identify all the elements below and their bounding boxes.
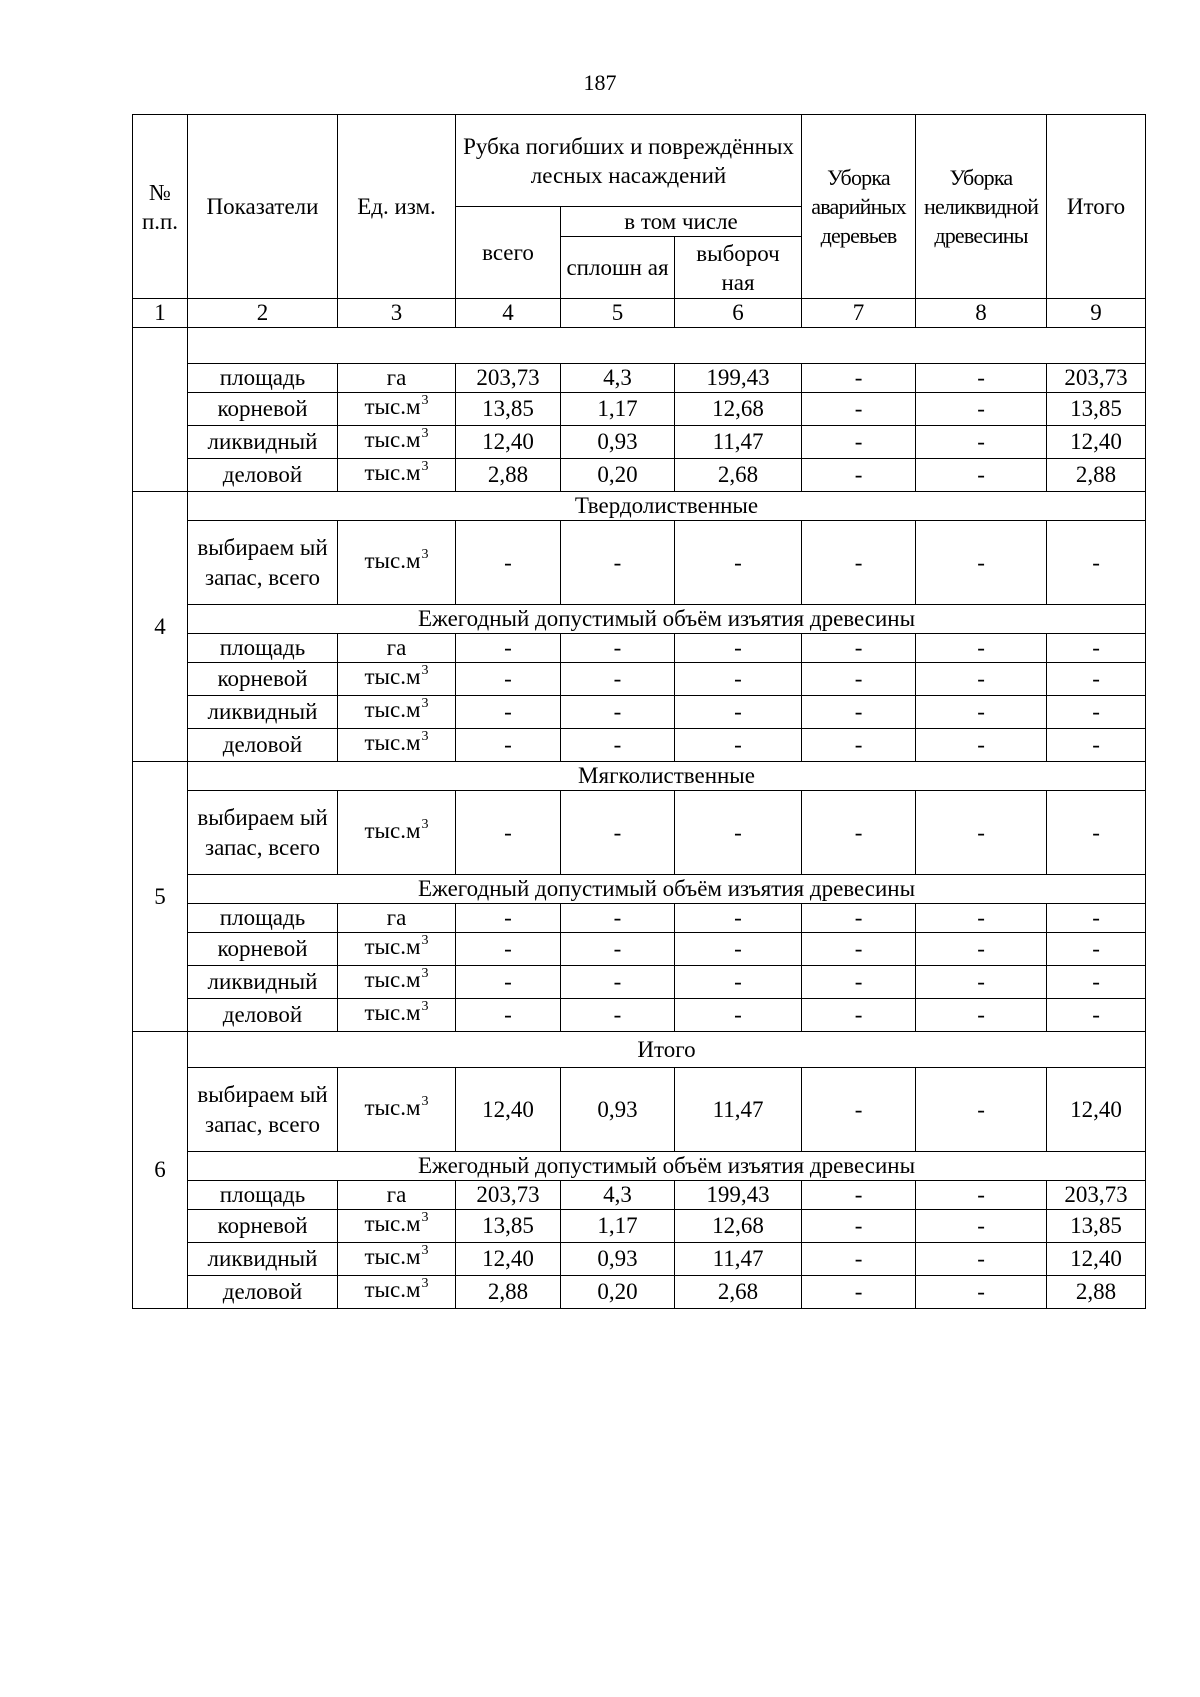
table-row [133,663,1146,696]
table-cell: 199,43 [675,1181,802,1210]
row-unit [338,663,456,696]
table-cell: 0,20 [561,1276,675,1309]
section-title: Мягколиственные [188,762,1146,791]
row-label: ликвидный [188,696,338,729]
table-cell: - [802,999,916,1032]
table-cell: - [1047,634,1146,663]
row-label: площадь [188,364,338,393]
row-unit [338,696,456,729]
table-cell: - [916,663,1047,696]
table-cell: - [675,634,802,663]
table-cell: - [802,696,916,729]
table-cell: 11,47 [675,1243,802,1276]
col-number: 7 [802,299,916,328]
table-cell: 0,93 [561,426,675,459]
table-cell: - [916,426,1047,459]
table-cell: 199,43 [675,364,802,393]
table-cell: 12,40 [456,1243,561,1276]
unit-superscript: 3 [421,1276,429,1291]
table-row [133,1210,1146,1243]
row-label: выбираем ый запас, всего [188,1068,338,1152]
row-label: выбираем ый запас, всего [188,791,338,875]
annual-volume-title: Ежегодный допустимый объём изъятия древесины [188,1152,1146,1181]
table-cell: - [802,1210,916,1243]
table-cell: - [456,966,561,999]
unit-text: тыс.м [364,664,421,689]
table-cell: - [916,459,1047,492]
row-unit: га [338,634,456,663]
table-cell: - [561,933,675,966]
unit-text: тыс.м [364,817,421,843]
unit-superscript: 3 [421,966,429,981]
page-number: 187 [583,70,617,95]
section-title: Твердолиственные [188,492,1146,521]
table-cell: - [675,729,802,762]
table-cell: - [561,966,675,999]
unit-text: тыс.м [364,967,421,992]
row-unit [338,521,456,605]
row-label: ликвидный [188,966,338,999]
table-cell: - [916,1210,1047,1243]
table-cell: - [802,1068,916,1152]
row-unit [338,999,456,1032]
row-unit [338,966,456,999]
table-cell: - [675,663,802,696]
table-cell: - [561,904,675,933]
table-cell: 203,73 [1047,1181,1146,1210]
table-cell: - [456,521,561,605]
unit-superscript: 3 [421,1243,429,1258]
table-cell: - [802,663,916,696]
row-unit [338,791,456,875]
table-cell: - [916,1276,1047,1309]
row-unit: га [338,364,456,393]
row-label: корневой [188,393,338,426]
row-unit [338,1068,456,1152]
unit-text: тыс.м [364,1277,421,1302]
row-label: площадь [188,1181,338,1210]
row-label: деловой [188,459,338,492]
row-label: площадь [188,904,338,933]
table-cell: - [561,791,675,875]
unit-superscript: 3 [421,426,429,441]
table-cell: 2,88 [1047,1276,1146,1309]
row-label: корневой [188,1210,338,1243]
table-cell: - [456,663,561,696]
table-cell: - [1047,966,1146,999]
col-number: 5 [561,299,675,328]
header-illiquid: Уборка неликвидной древесины [916,115,1047,299]
row-unit [338,729,456,762]
table-cell: - [916,393,1047,426]
unit-text: тыс.м [364,1094,421,1120]
unit-superscript: 3 [421,933,429,948]
unit-text: тыс.м [364,394,421,419]
table-cell: - [916,729,1047,762]
table-cell: - [456,696,561,729]
header-emergency: Уборка аварийных деревьев [802,115,916,299]
table-cell: - [916,1181,1047,1210]
table-row [133,933,1146,966]
table-cell: - [675,933,802,966]
unit-text: тыс.м [364,547,421,573]
header-including: в том числе [561,207,802,237]
table-cell: - [456,729,561,762]
header-group: Рубка погибших и повреждённых лесных насаждений [456,115,802,207]
table-cell: - [456,933,561,966]
table-cell: 203,73 [1047,364,1146,393]
table-row [133,521,1146,605]
unit-text: тыс.м [364,1000,421,1025]
table-cell: 12,40 [1047,426,1146,459]
table-cell: 12,40 [1047,1068,1146,1152]
row-label: ликвидный [188,1243,338,1276]
table-cell: - [802,966,916,999]
row-unit [338,393,456,426]
table-row [133,1243,1146,1276]
unit-superscript: 3 [421,459,429,474]
table-cell: 4,3 [561,364,675,393]
header-total-cut: всего [456,207,561,299]
col-number: 4 [456,299,561,328]
table-cell: 0,93 [561,1243,675,1276]
table-row [133,393,1146,426]
table-cell: 12,40 [456,426,561,459]
table-cell: - [1047,933,1146,966]
table-cell: - [916,1068,1047,1152]
row-unit [338,426,456,459]
table-cell: - [802,459,916,492]
table-row [133,1181,1146,1210]
table-cell: - [802,364,916,393]
unit-superscript: 3 [421,816,429,832]
table-cell: - [1047,521,1146,605]
table-cell: 2,68 [675,459,802,492]
row-number: 5 [133,762,188,1032]
row-number: 4 [133,492,188,762]
table-row [133,729,1146,762]
table-row [133,364,1146,393]
row-label: деловой [188,1276,338,1309]
row-unit [338,459,456,492]
table-cell: - [916,933,1047,966]
table-row [133,426,1146,459]
table-cell: - [802,1243,916,1276]
col-number: 3 [338,299,456,328]
table-cell: - [675,966,802,999]
unit-superscript: 3 [421,729,429,744]
table-cell: - [561,663,675,696]
row-number [133,328,188,492]
table-cell: - [916,521,1047,605]
row-unit [338,1243,456,1276]
table-cell: - [1047,696,1146,729]
unit-text: тыс.м [364,1211,421,1236]
table-cell: - [802,521,916,605]
table-cell: - [802,904,916,933]
unit-text: тыс.м [364,697,421,722]
header-indicator: Показатели [188,115,338,299]
table-cell: 13,85 [1047,1210,1146,1243]
row-unit [338,933,456,966]
table-cell: 11,47 [675,426,802,459]
table-cell: - [802,791,916,875]
row-label: площадь [188,634,338,663]
annual-volume-title: Ежегодный допустимый объём изъятия древесины [188,875,1146,904]
col-number: 1 [133,299,188,328]
table-cell: - [456,791,561,875]
table-cell: - [561,999,675,1032]
table-cell: - [916,791,1047,875]
header-unit: Ед. изм. [338,115,456,299]
table-cell: - [1047,663,1146,696]
table-row [133,696,1146,729]
unit-text: тыс.м [364,460,421,485]
table-cell: - [675,999,802,1032]
row-unit [338,1276,456,1309]
row-label: корневой [188,933,338,966]
table-cell: - [916,966,1047,999]
unit-superscript: 3 [421,999,429,1014]
row-unit [338,1210,456,1243]
table-row [133,966,1146,999]
table-cell: - [456,634,561,663]
table-cell: 203,73 [456,1181,561,1210]
row-label: деловой [188,999,338,1032]
table-cell: - [802,1276,916,1309]
unit-superscript: 3 [421,393,429,408]
table-cell: 12,40 [456,1068,561,1152]
table-cell: - [561,521,675,605]
forest-harvest-table [132,114,1146,1309]
table-row [133,1068,1146,1152]
table-cell: 12,40 [1047,1243,1146,1276]
col-number: 9 [1047,299,1146,328]
table-row [133,1276,1146,1309]
table-cell: - [561,729,675,762]
row-unit: га [338,904,456,933]
table-cell: 0,20 [561,459,675,492]
table-cell: - [456,904,561,933]
header-num: № п.п. [133,115,188,299]
table-cell: - [802,1181,916,1210]
table-cell: - [1047,791,1146,875]
table-cell: 1,17 [561,393,675,426]
unit-superscript: 3 [421,663,429,678]
header-result: Итого [1047,115,1146,299]
table-cell: - [675,791,802,875]
table-cell: 11,47 [675,1068,802,1152]
table-cell: - [916,634,1047,663]
table-cell: - [916,364,1047,393]
table-cell: 2,88 [1047,459,1146,492]
table-row [133,791,1146,875]
table-cell: - [561,634,675,663]
unit-superscript: 3 [421,1210,429,1225]
table-cell: 2,68 [675,1276,802,1309]
table-cell: - [802,393,916,426]
table-cell: - [675,904,802,933]
section-title: Итого [188,1032,1146,1068]
table-cell: - [802,933,916,966]
table-cell: - [561,696,675,729]
unit-superscript: 3 [421,546,429,562]
table-cell: 0,93 [561,1068,675,1152]
table-cell: - [802,426,916,459]
row-number: 6 [133,1032,188,1309]
annual-volume-title: Ежегодный допустимый объём изъятия древесины [188,605,1146,634]
table-cell: - [916,696,1047,729]
col-number: 6 [675,299,802,328]
table-cell: - [916,999,1047,1032]
table-cell: 13,85 [1047,393,1146,426]
table-cell: 1,17 [561,1210,675,1243]
table-cell: - [916,904,1047,933]
row-label: деловой [188,729,338,762]
table-cell: 12,68 [675,393,802,426]
table-cell: - [675,521,802,605]
table-cell: 2,88 [456,459,561,492]
table-cell: - [802,634,916,663]
row-label: ликвидный [188,426,338,459]
unit-superscript: 3 [421,696,429,711]
header-selective: выбороч ная [675,237,802,299]
col-number: 2 [188,299,338,328]
table-cell: - [1047,904,1146,933]
table-row [133,459,1146,492]
unit-text: тыс.м [364,730,421,755]
row-unit: га [338,1181,456,1210]
unit-text: тыс.м [364,934,421,959]
table-cell: - [802,729,916,762]
table-cell: - [456,999,561,1032]
unit-superscript: 3 [421,1093,429,1109]
table-cell: 2,88 [456,1276,561,1309]
table-row [133,634,1146,663]
header-clear: сплошн ая [561,237,675,299]
unit-text: тыс.м [364,427,421,452]
unit-text: тыс.м [364,1244,421,1269]
table-cell: - [1047,729,1146,762]
table-cell: - [916,1243,1047,1276]
table-cell: 13,85 [456,393,561,426]
col-number: 8 [916,299,1047,328]
table-row [133,999,1146,1032]
table-cell: 4,3 [561,1181,675,1210]
table-cell: 12,68 [675,1210,802,1243]
table-row [133,904,1146,933]
section-title [188,328,1146,364]
row-label: корневой [188,663,338,696]
table-cell: - [1047,999,1146,1032]
row-label: выбираем ый запас, всего [188,521,338,605]
table-cell: 13,85 [456,1210,561,1243]
table-cell: 203,73 [456,364,561,393]
table-cell: - [675,696,802,729]
